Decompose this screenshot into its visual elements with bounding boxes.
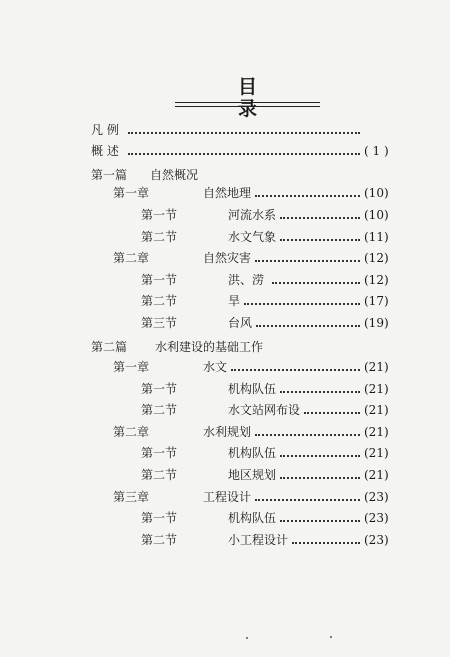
- leader-dots: [272, 282, 360, 284]
- title-rule-lower: [175, 106, 320, 107]
- toc-row-part2-ch3-s2[interactable]: [0, 531, 450, 549]
- toc-row-part1-ch2[interactable]: [0, 249, 450, 267]
- leader-dots: [255, 499, 360, 501]
- section-label: 第一节: [141, 446, 178, 460]
- leader-dots: [128, 132, 360, 134]
- leader-dots: [280, 520, 360, 522]
- chapter-name: 工程设计: [203, 490, 252, 504]
- page-number: (10): [364, 208, 389, 222]
- page-number: (21): [364, 425, 389, 439]
- leader-dots: [304, 412, 360, 414]
- section-label: 第一节: [141, 208, 178, 222]
- section-name: 水文气象: [228, 230, 277, 244]
- toc-row-part2-ch3-s1[interactable]: [0, 509, 450, 527]
- toc-row-part1-ch1-s2[interactable]: [0, 228, 450, 246]
- chapter-label: 第一章: [113, 360, 150, 374]
- section-label: 第二节: [141, 403, 178, 417]
- page-number: (17): [364, 294, 389, 308]
- page-number: (21): [364, 468, 389, 482]
- toc-row-part2[interactable]: [0, 338, 450, 356]
- leader-dots: [280, 455, 360, 457]
- section-label: 第二节: [141, 468, 178, 482]
- leader-dots: [280, 391, 360, 393]
- chapter-name: 水文: [203, 360, 228, 374]
- leader-dots: [280, 477, 360, 479]
- toc-row-fanli[interactable]: [0, 121, 450, 139]
- toc-row-part1-ch2-s3[interactable]: [0, 314, 450, 332]
- section-label: 第二节: [141, 294, 178, 308]
- toc-row-part1-ch1-s1[interactable]: [0, 206, 450, 224]
- chapter-name: 自然地理: [203, 186, 252, 200]
- section-name: 小工程设计: [228, 533, 289, 547]
- chapter-name: 自然灾害: [203, 251, 252, 265]
- chapter-label: 第三章: [113, 490, 150, 504]
- section-name: 机构队伍: [228, 446, 277, 460]
- section-name: 河流水系: [228, 208, 277, 222]
- page-number: (21): [364, 382, 389, 396]
- toc-row-part2-ch2[interactable]: [0, 423, 450, 441]
- leader-dots: [255, 195, 360, 197]
- scan-speck: [246, 637, 248, 639]
- toc-row-part2-ch1-s2[interactable]: [0, 401, 450, 419]
- toc-row-part2-ch2-s1[interactable]: [0, 444, 450, 462]
- toc-row-part2-ch3[interactable]: [0, 488, 450, 506]
- toc-row-part1-ch2-s1[interactable]: [0, 271, 450, 289]
- page-number: (12): [364, 251, 389, 265]
- page-number: (21): [364, 403, 389, 417]
- toc-label: 概 述: [91, 144, 119, 158]
- section-name: 水文站网布设: [228, 403, 301, 417]
- section-label: 第三节: [141, 316, 178, 330]
- chapter-label: 第一章: [113, 186, 150, 200]
- leader-dots: [280, 239, 360, 241]
- toc-row-part2-ch1-s1[interactable]: [0, 380, 450, 398]
- leader-dots: [255, 260, 360, 262]
- section-label: 第二节: [141, 230, 178, 244]
- section-name: 洪、涝: [228, 273, 265, 287]
- part-name: 自然概况: [150, 168, 199, 182]
- leader-dots: [128, 153, 360, 155]
- page-number: (23): [364, 511, 389, 525]
- toc-row-part1-ch1[interactable]: [0, 184, 450, 202]
- page-title: 目 录: [237, 76, 297, 120]
- chapter-name: 水利规划: [203, 425, 252, 439]
- section-label: 第一节: [141, 511, 178, 525]
- toc-label: 凡 例: [91, 123, 119, 137]
- chapter-label: 第二章: [113, 425, 150, 439]
- leader-dots: [255, 434, 360, 436]
- scan-speck: [330, 636, 332, 638]
- toc-row-part2-ch1[interactable]: [0, 358, 450, 376]
- page-number: (21): [364, 446, 389, 460]
- page-number: (23): [364, 533, 389, 547]
- chapter-label: 第二章: [113, 251, 150, 265]
- page-number: (21): [364, 360, 389, 374]
- toc-row-part1[interactable]: [0, 166, 450, 184]
- section-name: 机构队伍: [228, 382, 277, 396]
- leader-dots: [244, 303, 360, 305]
- section-name: 台风: [228, 316, 253, 330]
- part-name: 水利建设的基础工作: [155, 340, 264, 354]
- page-number: (19): [364, 316, 389, 330]
- leader-dots: [292, 542, 360, 544]
- section-name: 旱: [228, 294, 241, 308]
- toc-row-part1-ch2-s2[interactable]: [0, 292, 450, 310]
- section-label: 第一节: [141, 382, 178, 396]
- section-label: 第二节: [141, 533, 178, 547]
- page-number: (10): [364, 186, 389, 200]
- section-name: 机构队伍: [228, 511, 277, 525]
- section-name: 地区规划: [228, 468, 277, 482]
- leader-dots: [256, 325, 360, 327]
- page-number: (12): [364, 273, 389, 287]
- leader-dots: [231, 369, 360, 371]
- leader-dots: [280, 217, 360, 219]
- toc-row-part2-ch2-s2[interactable]: [0, 466, 450, 484]
- part-label: 第一篇: [91, 168, 128, 182]
- section-label: 第一节: [141, 273, 178, 287]
- page-number: ( 1 ): [364, 144, 389, 158]
- toc-row-gaishu[interactable]: [0, 142, 450, 160]
- page-number: (11): [364, 230, 389, 244]
- title-rule-upper: [175, 102, 320, 103]
- page-number: (23): [364, 490, 389, 504]
- part-label: 第二篇: [91, 340, 128, 354]
